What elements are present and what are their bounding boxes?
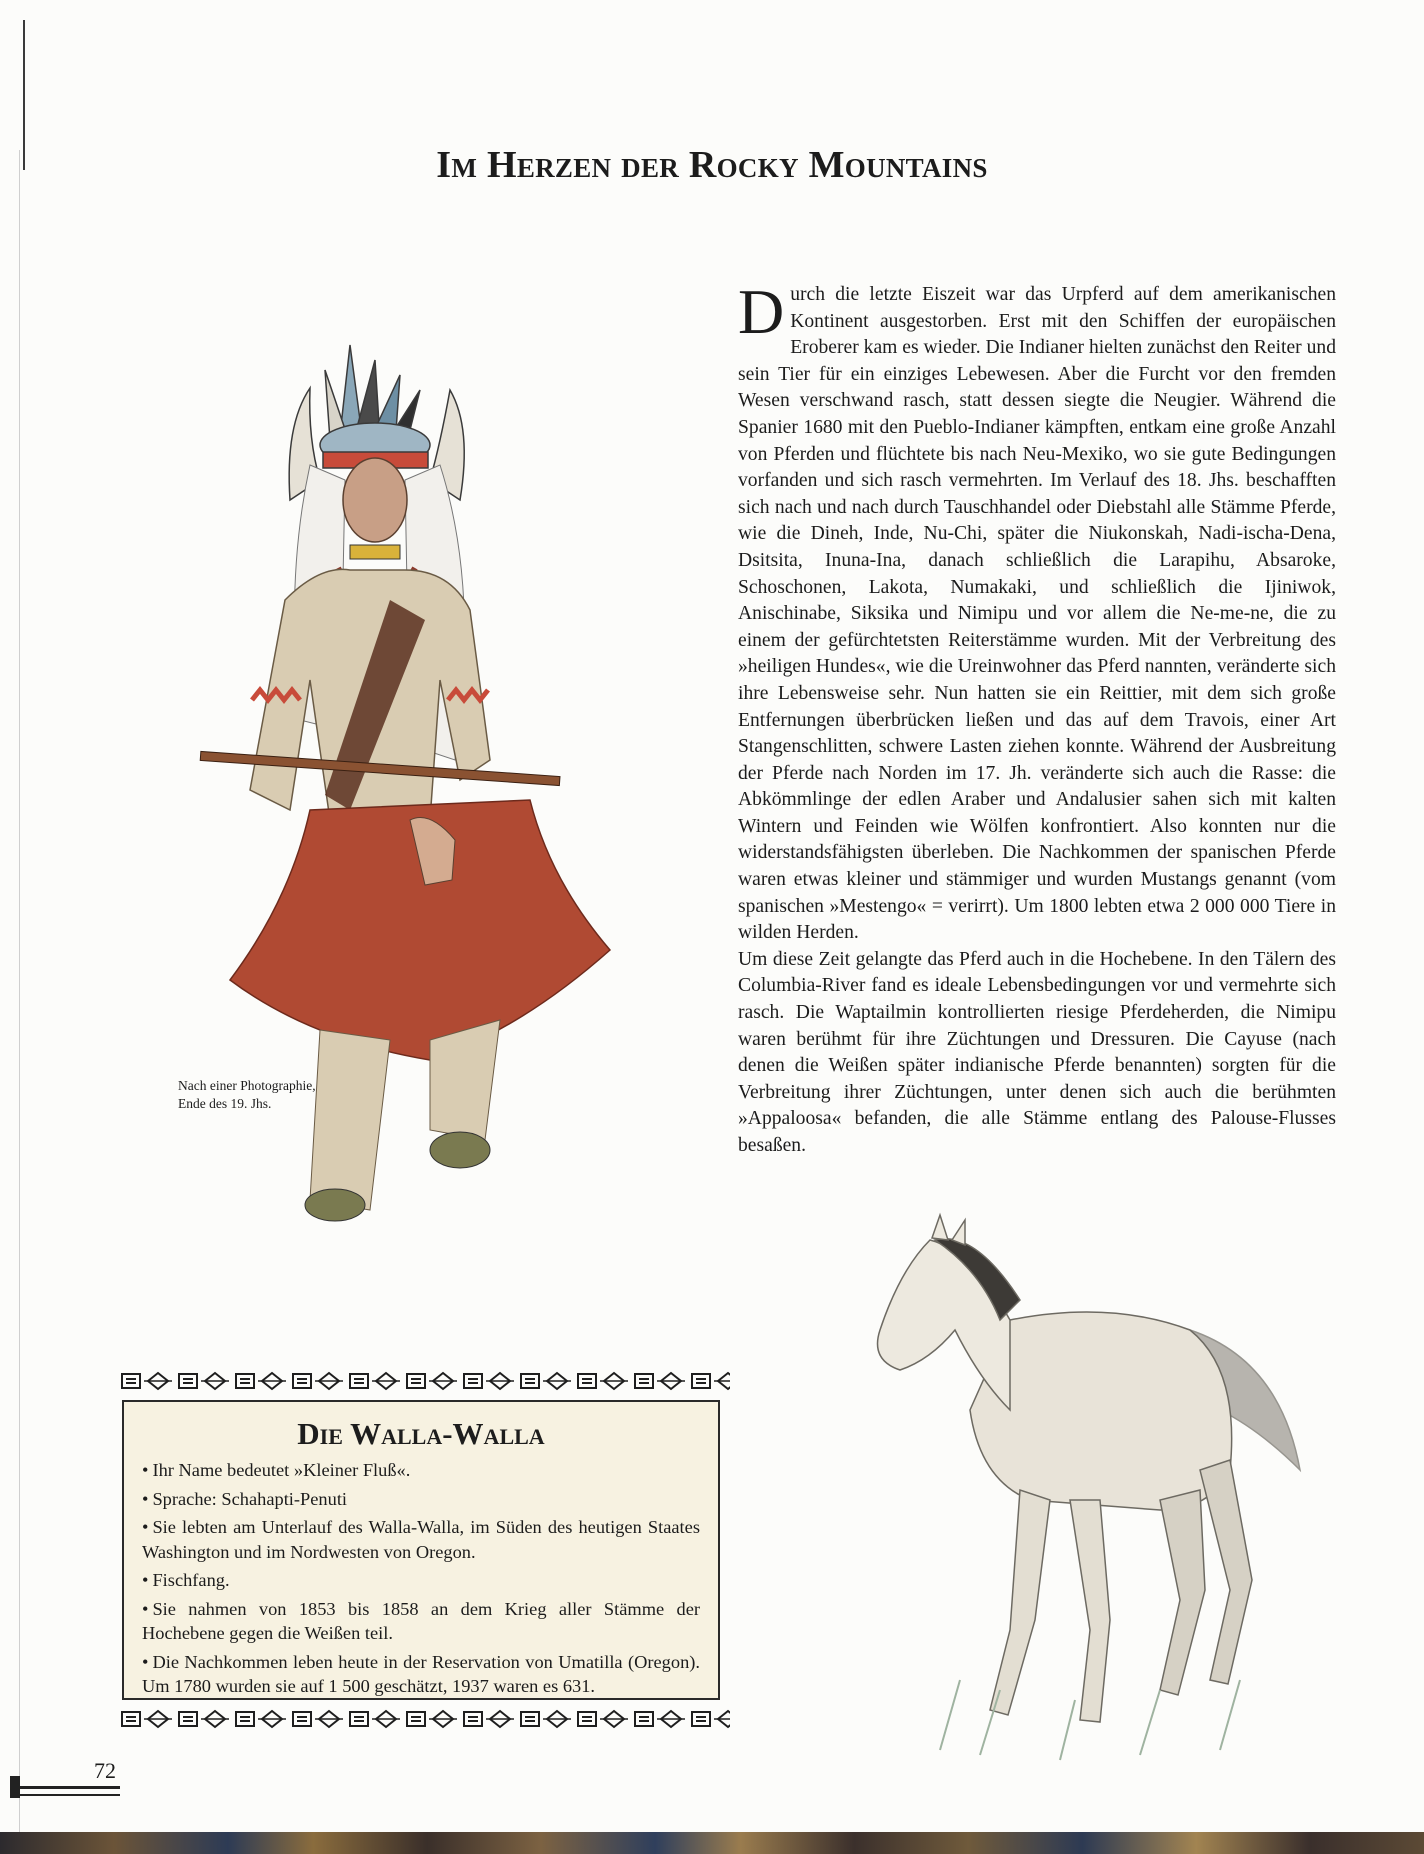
info-item: • Die Nachkommen leben heute in der Reservation von Umatilla (Oregon). Um 1780 wurden sie auf 1 500 geschätzt, 1937 waren es 631. bbox=[142, 1650, 700, 1699]
info-item: • Sie lebten am Unterlauf des Walla-Walla, im Süden des heutigen Staates Washington und im Nordwesten von Oregon. bbox=[142, 1515, 700, 1564]
page-number: 72 bbox=[94, 1758, 116, 1783]
info-item: • Sprache: Schahapti-Penuti bbox=[142, 1487, 700, 1512]
article-paragraph-1 bbox=[738, 276, 1336, 947]
article-paragraph-2: Um diese Zeit gelangte das Pferd auch in die Hochebene. In den Tälern des Columbia-River fand es ideale Lebensbedingungen vor und vermehrte sich rasch. Die Waptailmin kontrollierten riesige Pferdeherden, die Nimipu waren berühmt für ihre Züchtungen und Dressuren. Die Cayuse (nach denen die Weißen später indianische Pferde benannten) sorgten für die Verbreitung ihrer Züchtungen, unter denen sich auch die berühmten »Appaloosa« befanden, die alle Stämme entlang des Palouse-Flusses besaßen. bbox=[738, 948, 1336, 1156]
article-body bbox=[738, 276, 1336, 1160]
info-item: • Fischfang. bbox=[142, 1568, 700, 1593]
bottom-decorative-band bbox=[0, 1832, 1424, 1854]
caption-line-2: Ende des 19. Jhs. bbox=[178, 1096, 272, 1111]
drop-cap: D bbox=[738, 276, 785, 347]
ornament-border-bottom bbox=[120, 1708, 730, 1730]
info-box-walla-walla bbox=[122, 1400, 720, 1700]
page-title: Im Herzen der Rocky Mountains bbox=[436, 144, 988, 187]
info-box-title: Die Walla-Walla bbox=[297, 1416, 545, 1451]
ornament-border-top bbox=[120, 1370, 730, 1392]
page-number-rule bbox=[14, 1794, 120, 1796]
figure-caption bbox=[178, 1077, 348, 1113]
face bbox=[343, 458, 407, 542]
info-item: • Sie nahmen von 1853 bis 1858 an dem Krieg aller Stämme der Hochebene gegen die Weißen teil. bbox=[142, 1597, 700, 1646]
illustration-horse bbox=[860, 1210, 1340, 1770]
info-box-list bbox=[142, 1458, 700, 1699]
info-item: • Ihr Name bedeutet »Kleiner Fluß«. bbox=[142, 1458, 700, 1483]
paragraph-1-text: urch die letzte Eiszeit war das Urpferd auf dem amerikanischen Kontinent ausgestorben. Erst mit den Schiffen der europäischen Eroberer kam es wieder. Die Indianer hielten zunächst den Reiter und sein Tier für ein einziges Lebewesen. Aber die Furcht vor den fremden Wesen verschwand rasch, statt dessen siegte die Neugier. Während die Spanier 1680 mit den Pueblo-Indianer kämpften, entkam eine große Anzahl von Pferden und flüchtete bis nach Neu-Mexiko, wo sie gute Bedingungen vorfanden und sich rasch vermehrten. Im Verlauf des 18. Jhs. beschafften sich nach und nach durch Tauschhandel oder Diebstahl alle Stämme Pferde, wie die Dineh, Inde, Nu-Chi, später die Niukonskah, Nadi-ischa-Dena, Dsitsita, Inuna-Ina, danach schließlich die Larapihu, Absaroke, Schoschonen, Lakota, Numakaki, und schließlich die Ijiniwok, Anischinabe, Siksika und Nimipu und vor allem die Ne-me-ne, die zu einem der gefürchtetsten Reiterstämme wurden. Mit der Verbreitung des »heiligen Hundes«, wie die Ureinwohner das Pferd nannten, veränderte sich ihre Lebensweise sehr. Nun hatten sie ein Reittier, mit dem sich große Entfernungen überbrücken ließen und das auf dem Travois, einer Art Stangenschlitten, schwere Lasten ziehen konnte. Während der Ausbreitung der Pferde nach Norden im 17. Jh. veränderte sich auch die Rasse: die Abkömmlinge der edlen Araber und Andalusier sahen sich mit kalten Wintern und Feinden wie Wölfen konfrontiert. Also konnten nur die widerstandsfähigsten überleben. Die Nachkommen der spanischen Pferde waren etwas kleiner und stämmiger und wurden Mustangs genannt (vom spanischen »Mestengo« = verirrt). Um 1800 lebten etwa 2 000 000 Tiere in wilden Herden. bbox=[738, 284, 1336, 944]
page-gutter-line bbox=[19, 150, 20, 1850]
caption-line-1: Nach einer Photographie, bbox=[178, 1078, 316, 1093]
page-number-rule bbox=[14, 1786, 120, 1789]
